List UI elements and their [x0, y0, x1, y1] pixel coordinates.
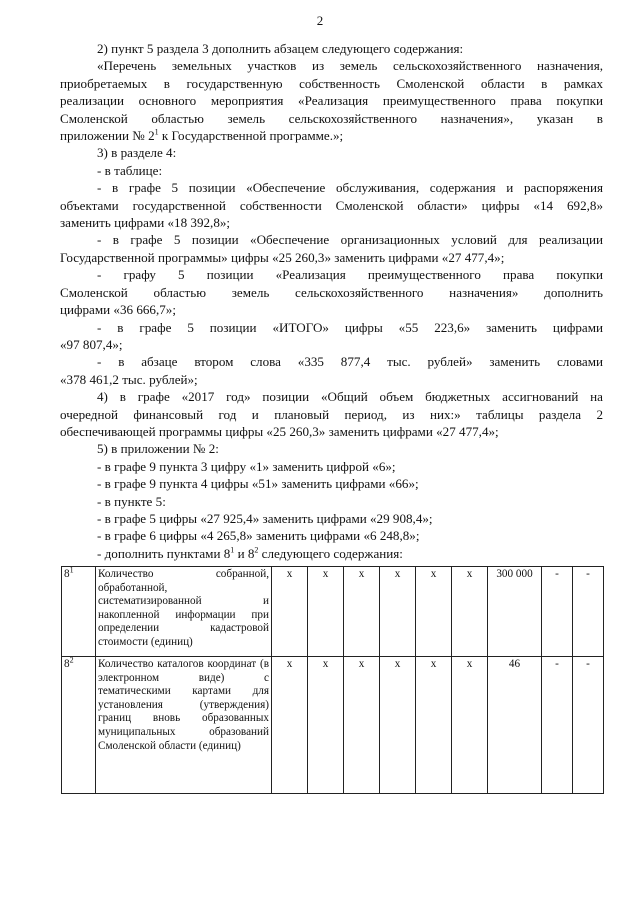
text-line: 4) в графе «2017 год» позиции «Общий объем бюджетных ассигнований на: [97, 389, 603, 405]
table-cell: х: [452, 567, 488, 657]
table-cell: х: [416, 567, 452, 657]
paragraph-add-points: [60, 545, 603, 562]
text-fragment: - дополнить пунктами 8: [97, 545, 231, 561]
text-line: - в графе 5 позиции «Обеспечение обслуживания, содержания и распоряжения: [97, 180, 603, 196]
text-fragment: следующего содержания:: [258, 545, 403, 561]
paragraph-second-paragraph-words: [60, 353, 603, 388]
text-line: - в графе 5 позиции «Обеспечение организационных условий для реализации: [97, 232, 603, 248]
table-row: [62, 567, 604, 657]
text-line: - в графе 5 позиции «ИТОГО» цифры «55 223,6» заменить цифрами: [97, 319, 603, 335]
row-number: $8^1$: [62, 567, 96, 657]
table-cell: -: [573, 567, 604, 657]
superscript: 1: [154, 127, 159, 137]
text-line: обеспечивающей программы цифры «25 260,3» заменить цифрами «27 477,4»;: [60, 423, 499, 439]
table-cell: х: [380, 567, 416, 657]
indicator-description: Количество каталогов координат (в электронном виде) с тематическими картами для установления (утверждения) границ вновь образованных муниципальных образований Смоленской области (единиц): [96, 657, 272, 794]
table-cell: х: [272, 567, 308, 657]
page-number: 2: [316, 13, 324, 28]
document-body: [60, 40, 603, 562]
row-number: $8^2$: [62, 657, 96, 794]
text-fragment: приложении № 2: [60, 128, 155, 144]
paragraph-position-preemptive-right: [60, 266, 603, 318]
table-cell: х: [308, 567, 344, 657]
paragraph-item-3: 3) в разделе 4:: [97, 145, 177, 161]
paragraph-column-5: - в графе 5 цифры «27 925,4» заменить цифрами «29 908,4»;: [97, 510, 433, 526]
table-cell: -: [542, 657, 573, 794]
text-line: «378 461,2 тыс. рублей»;: [60, 371, 198, 387]
superscript: 1: [230, 545, 235, 555]
table-cell: х: [452, 657, 488, 794]
text-line: «97 807,4»;: [60, 336, 123, 352]
table-cell: х: [272, 657, 308, 794]
indicator-value: 300 000: [488, 567, 542, 657]
text-line: цифрами «36 666,7»;: [60, 302, 176, 318]
paragraph-position-organization: [60, 231, 603, 266]
table-cell: -: [573, 657, 604, 794]
text-line: приобретаемых в государственную собственность Смоленской области в рамках: [60, 75, 603, 91]
text-line: заменить цифрами «18 392,8»;: [60, 215, 231, 231]
paragraph-item-5: 5) в приложении № 2:: [97, 441, 219, 457]
quoted-paragraph: [60, 57, 603, 144]
table-cell: -: [542, 567, 573, 657]
text-line: Смоленской областью земель сельскохозяйственного назначения», указан в: [60, 110, 603, 126]
paragraph-item-4: [60, 388, 603, 440]
paragraph-table-intro: - в таблице:: [97, 162, 163, 178]
text-line: «Перечень земельных участков из земель сельскохозяйственного назначения,: [97, 58, 603, 74]
text-fragment: к Государственной программе.»;: [158, 128, 344, 144]
paragraph-position-total: [60, 319, 603, 354]
text-fragment: и 8: [234, 545, 255, 561]
paragraph-point-3: - в графе 9 пункта 3 цифру «1» заменить цифрой «6»;: [97, 458, 396, 474]
paragraph-column-6: - в графе 6 цифры «4 265,8» заменить цифрами «6 248,8»;: [97, 528, 420, 544]
paragraph-point-5: - в пункте 5:: [97, 493, 166, 509]
superscript: 2: [254, 545, 259, 555]
paragraph-point-4: - в графе 9 пункта 4 цифры «51» заменить цифрами «66»;: [97, 476, 419, 492]
table-cell: х: [416, 657, 452, 794]
indicators-table: [61, 566, 604, 794]
text-line: реализации основного мероприятия «Реализация преимущественного права покупки: [60, 93, 603, 109]
paragraph-position-maintenance: [60, 179, 603, 231]
text-line: [60, 127, 603, 144]
text-line: Смоленской областью земель сельскохозяйственного назначения» дополнить: [60, 284, 603, 300]
table-cell: х: [308, 657, 344, 794]
table-cell: х: [344, 567, 380, 657]
table-cell: х: [344, 657, 380, 794]
indicator-description: Количество собранной, обработанной, систематизированной и накопленной информации при определении кадастровой стоимости (единиц): [96, 567, 272, 657]
text-line: - в абзаце втором слова «335 877,4 тыс. рублей» заменить словами: [97, 354, 603, 370]
paragraph-item-2: 2) пункт 5 раздела 3 дополнить абзацем следующего содержания:: [97, 41, 464, 56]
text-line: очередной финансовый год и плановый период, из них:» таблицы раздела 2: [60, 406, 603, 422]
indicator-value: 46: [488, 657, 542, 794]
text-line: объектами государственной собственности Смоленской области» цифры «14 692,8»: [60, 197, 603, 213]
text-line: - графу 5 позиции «Реализация преимущественного права покупки: [97, 267, 603, 283]
text-line: Государственной программы» цифры «25 260,3» заменить цифрами «27 477,4»;: [60, 249, 505, 265]
table-row: [62, 657, 604, 794]
table-cell: х: [380, 657, 416, 794]
